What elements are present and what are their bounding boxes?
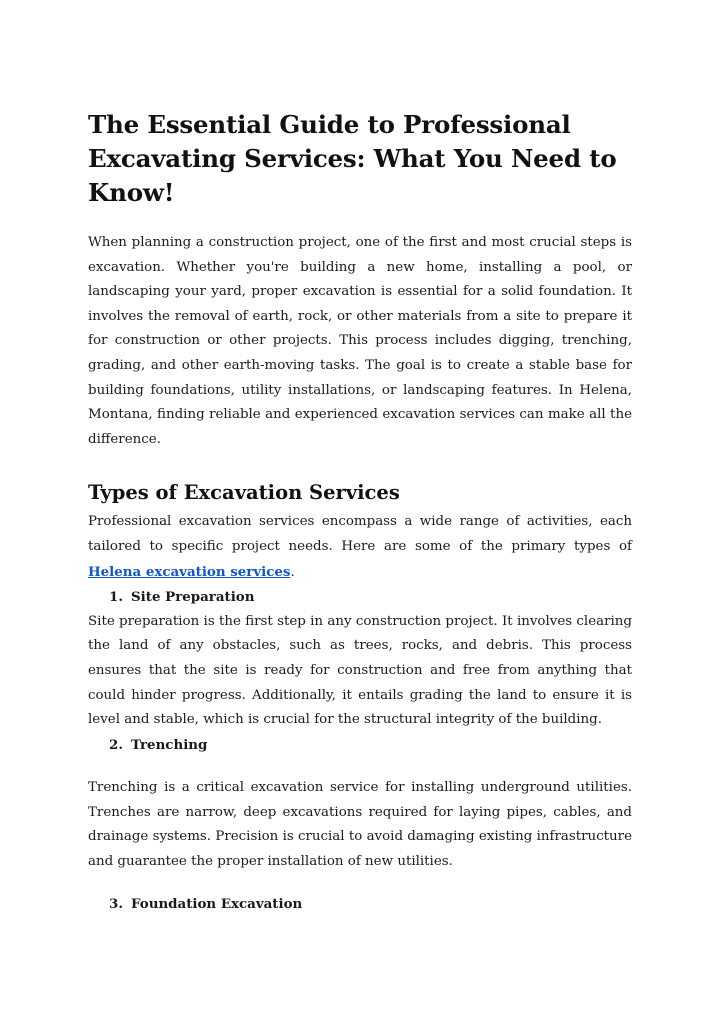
list-item-number: 3. (109, 895, 123, 912)
list-item-heading (88, 892, 632, 917)
section-heading: Types of Excavation Services (88, 481, 400, 505)
intro-paragraph: When planning a construction project, one of the first and most crucial steps is excavation. Whether you're building a new home, installing a pool, or landscaping your yard, proper excavation is essential for a solid foundation. It involves the removal of earth, rock, or other materials from a site to prepare it for construction or other projects. This process includes digging, trenching, grading, and other earth-moving tasks. The goal is to create a stable base for building foundations, utility installations, or landscaping features. In Helena, Montana, finding reliable and experienced excavation services can make all the difference. (88, 235, 632, 447)
list-item-title: Site Preparation (131, 589, 255, 606)
list-item-number: 2. (109, 736, 123, 753)
helena-excavation-services-link[interactable]: Helena excavation services (88, 563, 291, 580)
section-intro-paragraph (88, 510, 632, 585)
list-item-title: Foundation Excavation (131, 895, 303, 912)
list-item-heading (88, 733, 632, 758)
list-item-number: 1. (109, 589, 123, 606)
page-title: The Essential Guide to Professional Excavating Services: What You Need to Know! (88, 110, 617, 207)
list-item-text: Trenching is a critical excavation service for installing underground utilities. Trenches are narrow, deep excavations required for laying pipes, cables, and drainage systems. Precision is crucial to avoid damaging existing infrastructure and guarantee the proper installation of new utilities. (88, 780, 632, 870)
list-item-title: Trenching (131, 736, 208, 753)
section-intro-period: . (290, 564, 295, 580)
list-item-text: Site preparation is the first step in any construction project. It involves clearing the land of any obstacles, such as trees, rocks, and debris. This process ensures that the site is ready for construction and free from anything that could hinder progress. Additionally, it entails grading the land to ensure it is level and stable, which is crucial for the structural integrity of the building. (88, 613, 632, 728)
list-item-heading (88, 585, 632, 610)
section-intro-text: Professional excavation services encompass a wide range of activities, each tailored to specific project needs. Here are some of the primary types of (88, 514, 632, 554)
